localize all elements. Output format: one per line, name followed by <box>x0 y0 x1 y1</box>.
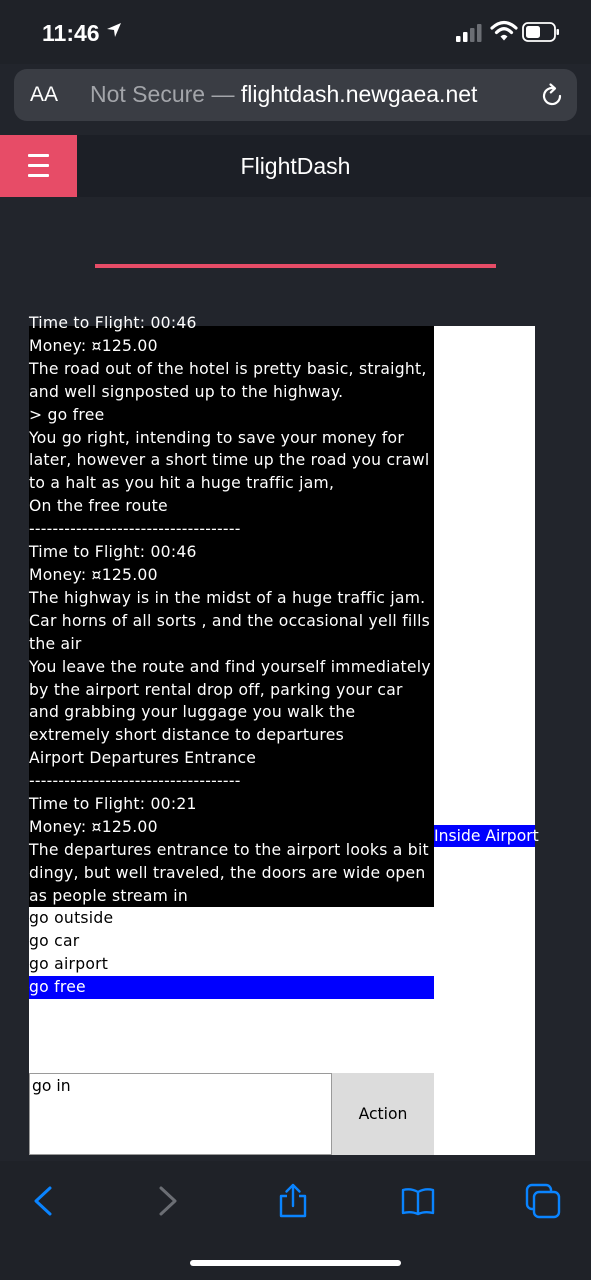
battery-icon <box>522 22 560 42</box>
url-field[interactable] <box>90 81 530 108</box>
action-button[interactable]: Action <box>332 1073 434 1155</box>
command-option[interactable]: go airport <box>29 955 109 973</box>
command-option[interactable]: go free <box>29 976 434 999</box>
log-line: You leave the route and find yourself immediately by the airport rental drop off, parking your car and grabbing your luggage you walk the extremely short distance to departures <box>29 657 437 745</box>
log-line: The road out of the hotel is pretty basic, straight, and well signposted up to the highway. <box>29 359 432 401</box>
cellular-signal-icon <box>456 24 484 42</box>
site-header <box>0 135 591 197</box>
back-icon[interactable] <box>25 1183 61 1219</box>
log-line: ------------------------------------ <box>29 520 241 539</box>
log-line: Money: ¤125.00 <box>29 336 158 355</box>
wifi-icon <box>490 20 518 42</box>
command-option[interactable]: go car <box>29 932 80 950</box>
log-line: Time to Flight: 00:46 <box>29 314 197 332</box>
game-panel <box>29 314 539 1155</box>
status-time: 11:46 <box>42 20 100 46</box>
site-title: FlightDash <box>240 153 351 179</box>
log-line: > go free <box>29 405 105 424</box>
address-bar[interactable] <box>14 69 577 121</box>
forward-icon[interactable] <box>150 1183 186 1219</box>
not-secure-label: Not Secure — <box>90 81 241 107</box>
log-line: The departures entrance to the airport looks a bit dingy, but well traveled, the doors are wide open as people stream in <box>29 840 435 905</box>
location-label: Inside Airport <box>434 827 539 845</box>
game-log[interactable] <box>29 314 437 907</box>
command-option[interactable]: go outside <box>29 909 114 927</box>
home-indicator <box>190 1260 401 1266</box>
url-domain: flightdash.newgaea.net <box>240 81 478 107</box>
log-line: Money: ¤125.00 <box>29 565 158 584</box>
log-line: ------------------------------------ <box>29 772 241 791</box>
log-line: Money: ¤125.00 <box>29 817 158 836</box>
command-input[interactable]: go in <box>29 1073 332 1155</box>
command-list <box>29 907 434 999</box>
log-line: The highway is in the midst of a huge traffic jam. Car horns of all sorts , and the occasional yell fills the air <box>29 588 436 653</box>
tabs-icon[interactable] <box>525 1183 561 1219</box>
reader-settings-button[interactable]: AA <box>30 83 59 106</box>
log-line: You go right, intending to save your money for later, however a short time up the road you crawl to a halt as you hit a huge traffic jam, <box>29 428 435 493</box>
game-log-content <box>29 312 437 908</box>
bookmarks-icon[interactable] <box>400 1183 436 1219</box>
location-arrow-icon <box>106 22 122 38</box>
log-line: On the free route <box>29 497 168 516</box>
log-line: Time to Flight: 00:21 <box>29 795 197 814</box>
reload-icon[interactable] <box>538 82 566 110</box>
log-line: Airport Departures Entrance <box>29 749 257 768</box>
header-divider <box>95 264 496 268</box>
log-line: Time to Flight: 00:46 <box>29 543 197 562</box>
share-icon[interactable] <box>275 1183 311 1219</box>
status-bar <box>0 0 591 64</box>
